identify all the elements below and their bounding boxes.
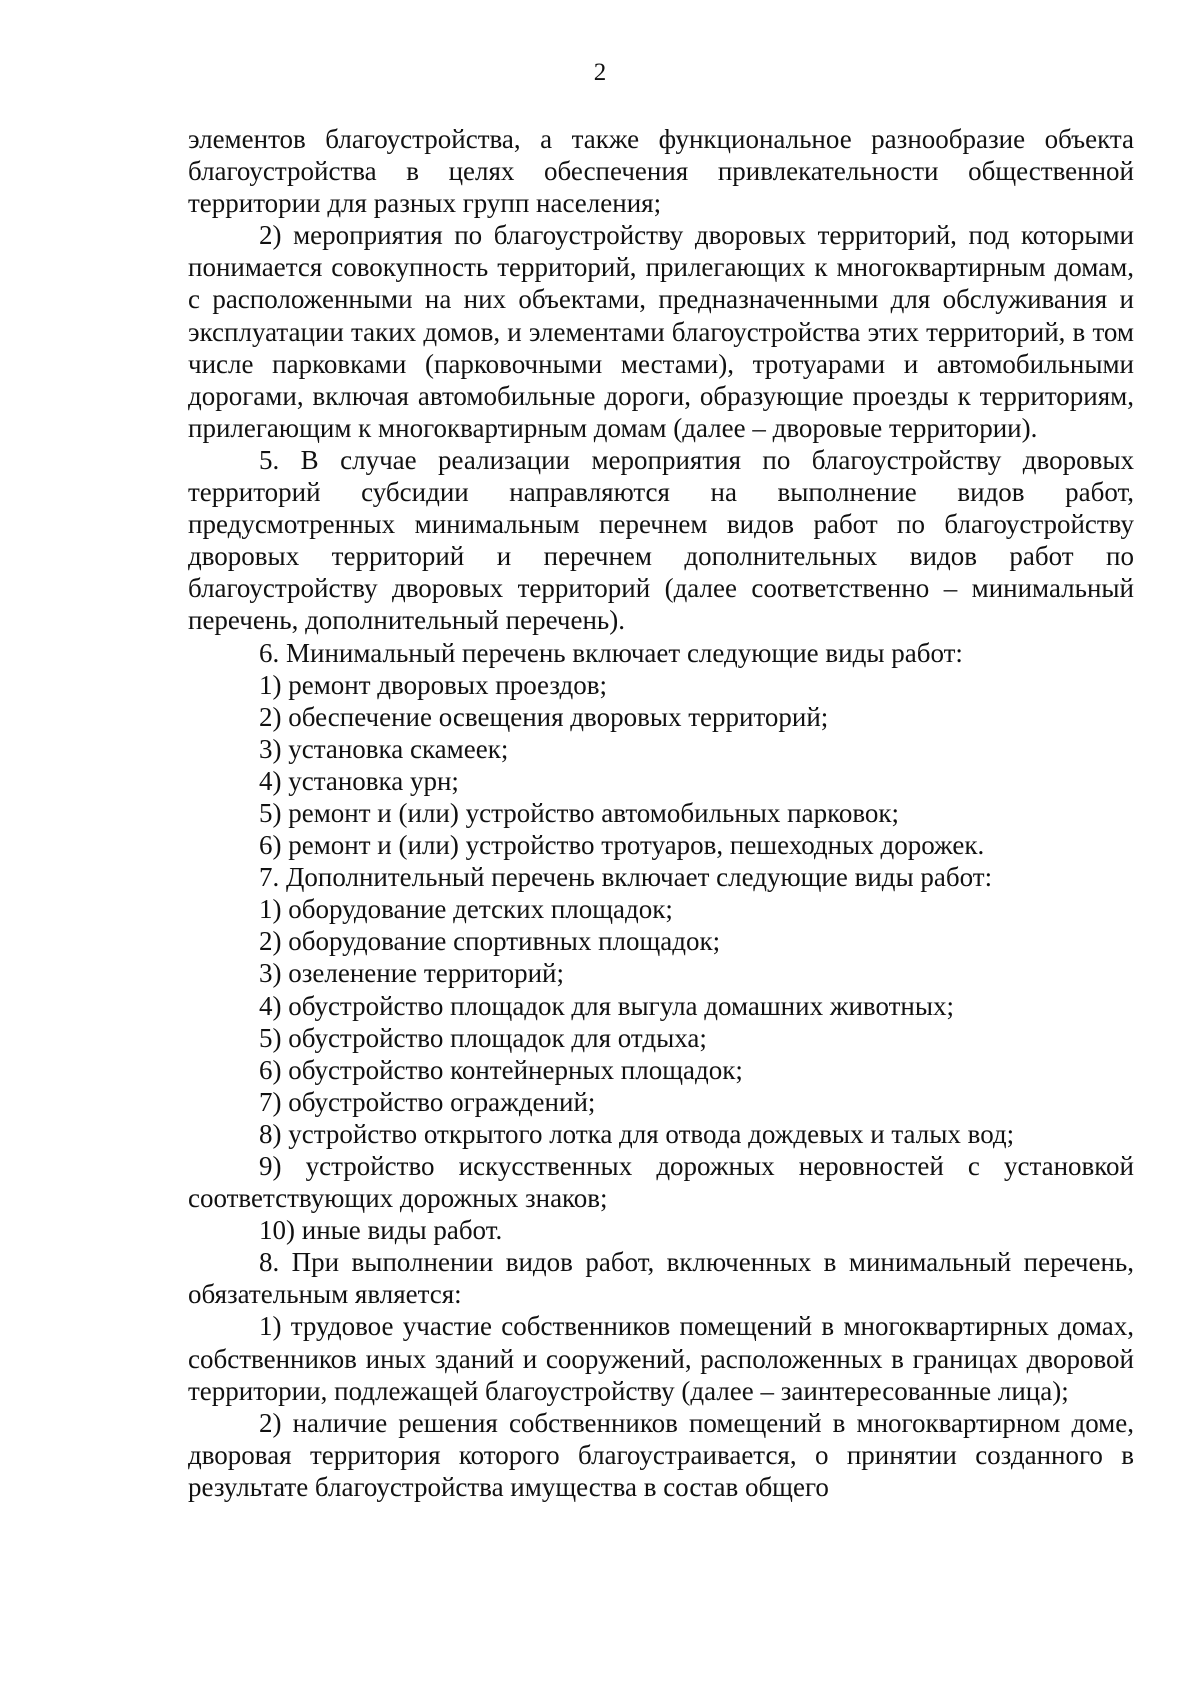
paragraph-7-6: 6) обустройство контейнерных площадок; [259, 1054, 743, 1085]
paragraph-8-2: 2) наличие решения собственников помещений в многоквартирном доме, дворовая территория которого благоустраивается, о принятии созданного в результате благоустройства имущества в состав общего [188, 1407, 1134, 1502]
paragraph-6: 6. Минимальный перечень включает следующие виды работ: [259, 637, 963, 668]
paragraph-7-2: 2) оборудование спортивных площадок; [259, 926, 721, 957]
paragraph-7-1: 1) оборудование детских площадок; [259, 894, 673, 925]
paragraph-4-2: 2) мероприятия по благоустройству дворовых территорий, под которыми понимается совокупность территорий, прилегающих к многоквартирным домам, с расположенными на них объектами, предназначенными для обслуживания и эксплуатации таких домов, и элементами благоустройства этих территорий, в том числе парковками (парковочными местами), тротуарами и автомобильными дорогами, включая автомобильные дороги, образующие проезды к территориям, прилегающим к многоквартирным домам (далее – дворовые территории). [188, 220, 1134, 443]
paragraph-7-9: 9) устройство искусственных дорожных неровностей с установкой соответствующих дорожных знаков; [188, 1151, 1134, 1214]
paragraph-6-2: 2) обеспечение освещения дворовых территорий; [259, 701, 829, 732]
paragraph-7-8: 8) устройство открытого лотка для отвода дождевых и талых вод; [259, 1118, 1015, 1149]
paragraph-7-3: 3) озеленение территорий; [259, 958, 564, 989]
paragraph-7-5: 5) обустройство площадок для отдыха; [259, 1022, 707, 1053]
paragraph-6-3: 3) установка скамеек; [259, 733, 509, 764]
paragraph-5: 5. В случае реализации мероприятия по благоустройству дворовых территорий субсидии направляются на выполнение видов работ, предусмотренных минимальным перечнем видов работ по благоустройству дворовых территорий и перечнем дополнительных видов работ по благоустройству дворовых территорий (далее соответственно – минимальный перечень, дополнительный перечень). [188, 444, 1134, 636]
paragraph-8-1: 1) трудовое участие собственников помещений в многоквартирных домах, собственников иных зданий и сооружений, расположенных в границах дворовой территории, подлежащей благоустройству (далее – заинтересованные лица); [188, 1311, 1134, 1406]
paragraph-7-7: 7) обустройство ограждений; [259, 1086, 596, 1117]
document-body [188, 123, 1134, 1503]
paragraph-6-4: 4) установка урн; [259, 765, 459, 796]
paragraph-7: 7. Дополнительный перечень включает следующие виды работ: [259, 862, 993, 893]
paragraph-intro: элементов благоустройства, а также функциональное разнообразие объекта благоустройства в целях обеспечения привлекательности общественной территории для разных групп населения; [188, 124, 1134, 219]
paragraph-6-1: 1) ремонт дворовых проездов; [259, 669, 608, 700]
paragraph-7-10: 10) иные виды работ. [259, 1215, 503, 1246]
page-number: 2 [593, 59, 607, 86]
paragraph-7-4: 4) обустройство площадок для выгула домашних животных; [259, 990, 955, 1021]
paragraph-6-5: 5) ремонт и (или) устройство автомобильных парковок; [259, 797, 900, 828]
paragraph-8: 8. При выполнении видов работ, включенных в минимальный перечень, обязательным является: [188, 1247, 1134, 1310]
paragraph-6-6: 6) ремонт и (или) устройство тротуаров, пешеходных дорожек. [259, 830, 985, 861]
